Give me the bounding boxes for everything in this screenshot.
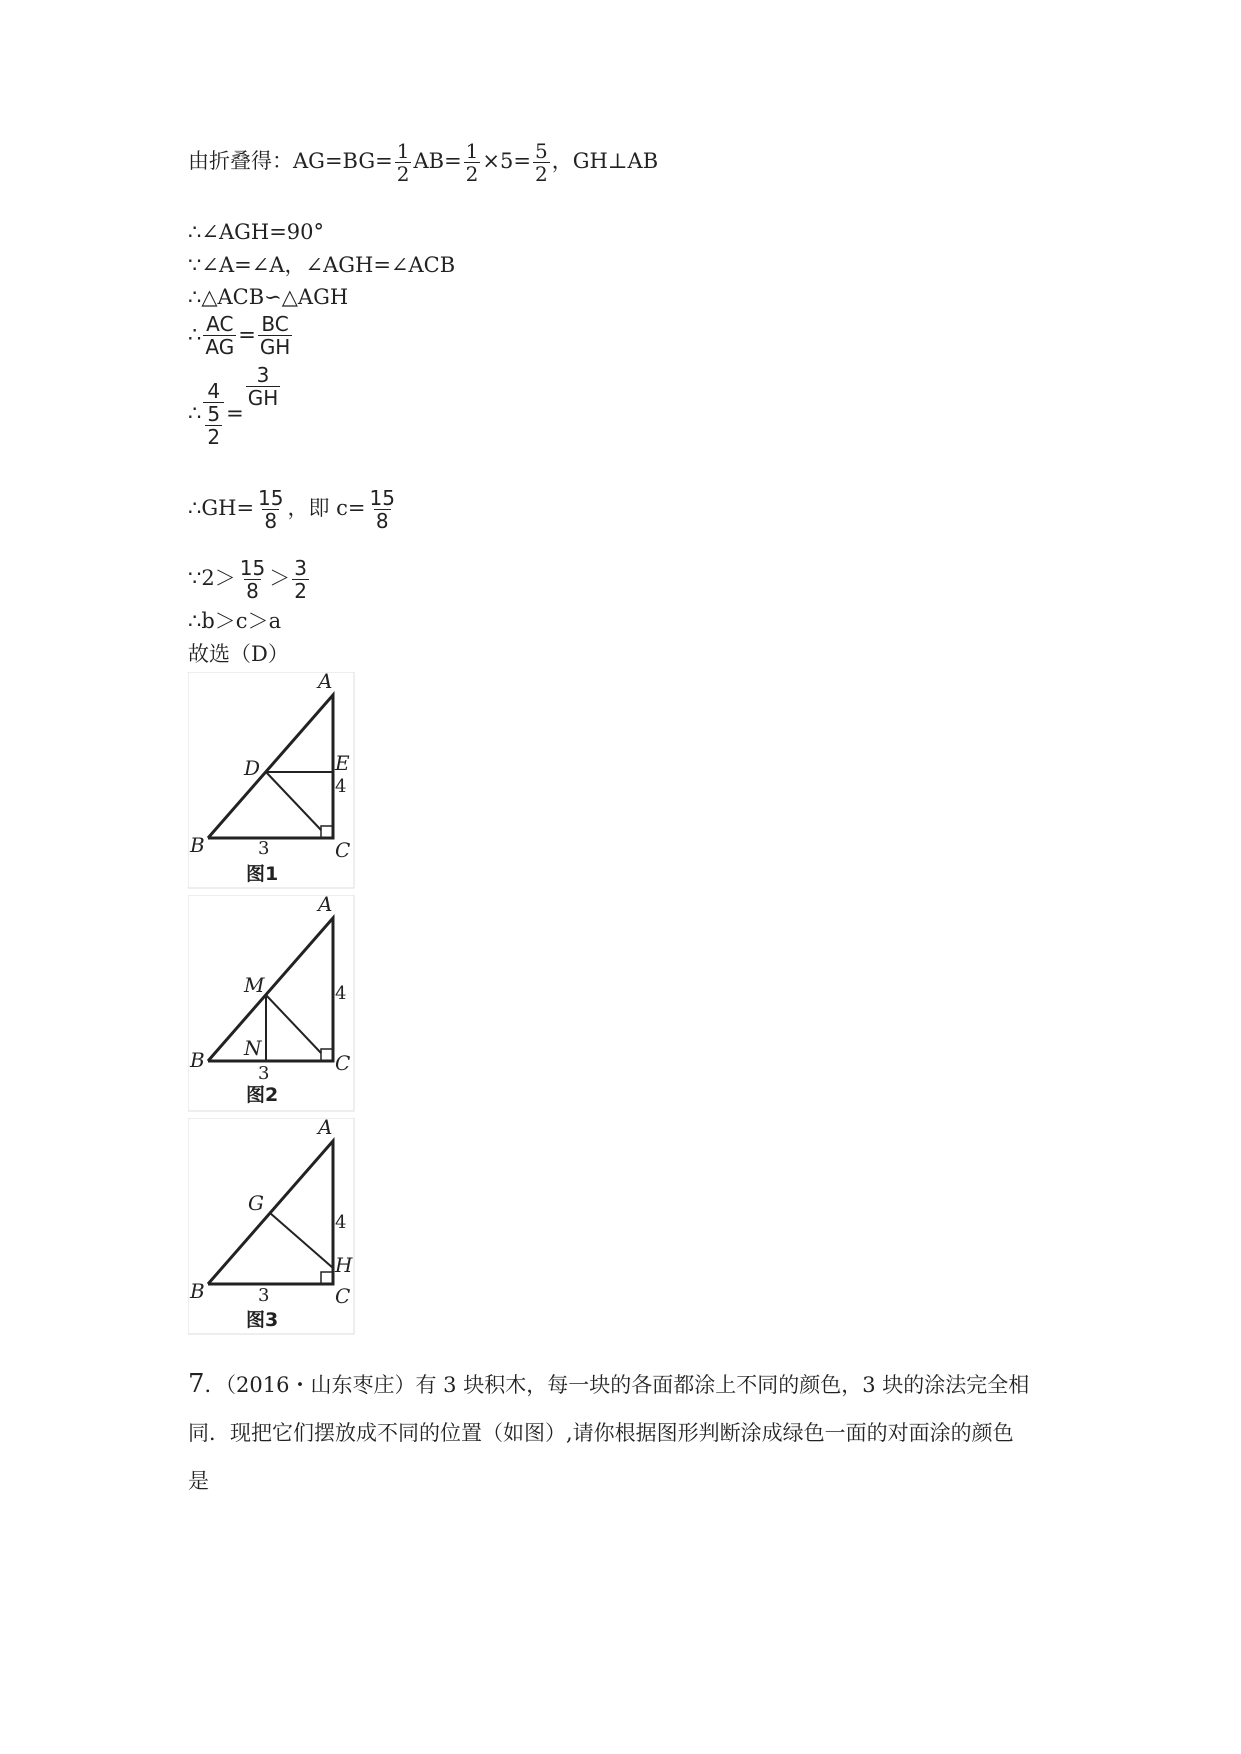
line5-prefix: ∴ bbox=[188, 322, 202, 347]
question-line-2: 同．现把它们摆放成不同的位置（如图）,请你根据图形判断涂成绿色一面的对面涂的颜色 bbox=[188, 1421, 1014, 1445]
segment-gh bbox=[270, 1213, 333, 1268]
line8-mid: ＞ bbox=[269, 566, 291, 590]
label-c: C bbox=[335, 838, 351, 862]
question-number: 7 bbox=[188, 1369, 205, 1399]
label-e: E bbox=[335, 751, 350, 775]
figure-caption: 图1 bbox=[246, 863, 279, 885]
label-a: A bbox=[318, 895, 333, 916]
right-angle-mark bbox=[321, 1272, 333, 1284]
label-n: N bbox=[244, 1036, 262, 1060]
label-b: B bbox=[190, 1279, 205, 1303]
fraction bbox=[246, 364, 281, 409]
figure-1 bbox=[188, 672, 358, 896]
fraction-numerator: 15 bbox=[369, 486, 395, 510]
solution-line-10: 故选（D） bbox=[188, 642, 289, 666]
label-g: G bbox=[248, 1191, 264, 1215]
triangle-abc bbox=[208, 918, 333, 1061]
label-c: C bbox=[335, 1051, 351, 1075]
label-side-ac: 4 bbox=[335, 776, 347, 797]
fraction bbox=[533, 140, 550, 185]
fraction bbox=[395, 140, 412, 185]
fraction bbox=[258, 313, 293, 358]
fraction-denominator: 2 bbox=[396, 162, 410, 186]
line5-eq: = bbox=[238, 322, 256, 347]
label-b: B bbox=[190, 833, 205, 857]
label-a: A bbox=[318, 1118, 333, 1139]
label-b: B bbox=[190, 1048, 205, 1072]
fraction-denominator: AG bbox=[205, 335, 235, 359]
label-side-ac: 4 bbox=[335, 1212, 347, 1233]
solution-line-3: ∵∠A=∠A，∠AGH=∠ACB bbox=[188, 253, 456, 277]
fraction bbox=[464, 140, 481, 185]
figure-1-diagram bbox=[188, 672, 358, 892]
fraction-denominator: 2 bbox=[207, 425, 221, 449]
label-h: H bbox=[335, 1253, 353, 1277]
figure-2 bbox=[188, 895, 358, 1119]
solution-line-9: ∴b＞c＞a bbox=[188, 609, 282, 633]
fraction bbox=[238, 557, 267, 602]
label-c: C bbox=[335, 1284, 351, 1308]
fraction-numerator: 5 bbox=[534, 139, 548, 163]
fraction-numerator: 3 bbox=[256, 363, 270, 387]
figure-3 bbox=[188, 1118, 358, 1342]
solution-line-6 bbox=[188, 363, 282, 449]
solution-line-8 bbox=[188, 557, 311, 602]
figure-2-diagram bbox=[188, 895, 358, 1115]
label-side-bc: 3 bbox=[258, 1063, 270, 1084]
triangle-abc bbox=[208, 695, 333, 838]
label-a: A bbox=[318, 672, 333, 693]
fraction-denominator: GH bbox=[247, 386, 279, 410]
label-d: D bbox=[244, 756, 261, 780]
right-angle-mark bbox=[321, 1049, 333, 1061]
fraction-numerator: 1 bbox=[465, 139, 479, 163]
solution-line-2: ∴∠AGH=90° bbox=[188, 220, 325, 244]
solution-line-7 bbox=[188, 487, 399, 532]
label-side-bc: 3 bbox=[258, 838, 270, 859]
fraction-denominator: 2 bbox=[534, 162, 548, 186]
fraction bbox=[256, 487, 285, 532]
fraction-numerator: 15 bbox=[239, 556, 266, 580]
fraction-numerator: 5 bbox=[207, 402, 221, 426]
label-m: M bbox=[244, 973, 265, 997]
line1-mid2: ×5= bbox=[482, 149, 531, 173]
question-7 bbox=[188, 1360, 1058, 1505]
fraction bbox=[203, 313, 236, 358]
line6-eq: = bbox=[226, 401, 244, 425]
fraction-denominator: GH bbox=[259, 335, 291, 359]
fraction-denominator: 8 bbox=[375, 509, 389, 533]
fraction bbox=[368, 487, 397, 532]
fraction-numerator: 15 bbox=[258, 486, 284, 510]
question-text-1: ．（2016・山东枣庄）有 3 块积木，每一块的各面都涂上不同的颜色，3 块的涂法完全相 bbox=[204, 1373, 1030, 1397]
segment-dc bbox=[266, 772, 321, 830]
fraction-numerator: 3 bbox=[294, 556, 307, 580]
label-side-bc: 3 bbox=[258, 1285, 270, 1306]
solution-line-1 bbox=[188, 140, 658, 185]
fraction-denominator: 2 bbox=[294, 579, 307, 603]
fraction-denominator: 2 bbox=[465, 162, 479, 186]
solution-line-5 bbox=[188, 313, 294, 358]
figure-caption: 图2 bbox=[246, 1084, 279, 1106]
fraction-denominator: 8 bbox=[264, 509, 278, 533]
fraction-numerator: 4 bbox=[207, 379, 221, 403]
line7-prefix: ∴GH= bbox=[188, 496, 255, 520]
figure-3-diagram bbox=[188, 1118, 358, 1338]
segment-mc bbox=[266, 995, 321, 1053]
compound-fraction bbox=[203, 380, 224, 448]
figure-caption: 图3 bbox=[246, 1309, 279, 1331]
line1-prefix: 由折叠得：AG=BG= bbox=[188, 149, 393, 173]
right-angle-mark bbox=[321, 826, 333, 838]
fraction bbox=[292, 557, 309, 602]
fraction-numerator: AC bbox=[206, 312, 234, 336]
fraction-numerator: 1 bbox=[396, 139, 410, 163]
solution-line-4: ∴△ACB∽△AGH bbox=[188, 285, 349, 309]
line8-prefix: ∵2＞ bbox=[188, 566, 236, 590]
question-line-3: 是 bbox=[188, 1469, 209, 1493]
label-side-ac: 4 bbox=[335, 983, 347, 1004]
line1-mid1: AB= bbox=[413, 149, 462, 173]
line7-mid: ，即 c= bbox=[287, 496, 366, 520]
fraction-denominator bbox=[203, 402, 224, 448]
fraction-denominator: 8 bbox=[246, 579, 259, 603]
fraction-numerator: BC bbox=[261, 312, 289, 336]
line6-prefix: ∴ bbox=[188, 401, 202, 425]
line1-suffix: ，GH⊥AB bbox=[551, 149, 659, 173]
question-line-1 bbox=[188, 1360, 1058, 1409]
